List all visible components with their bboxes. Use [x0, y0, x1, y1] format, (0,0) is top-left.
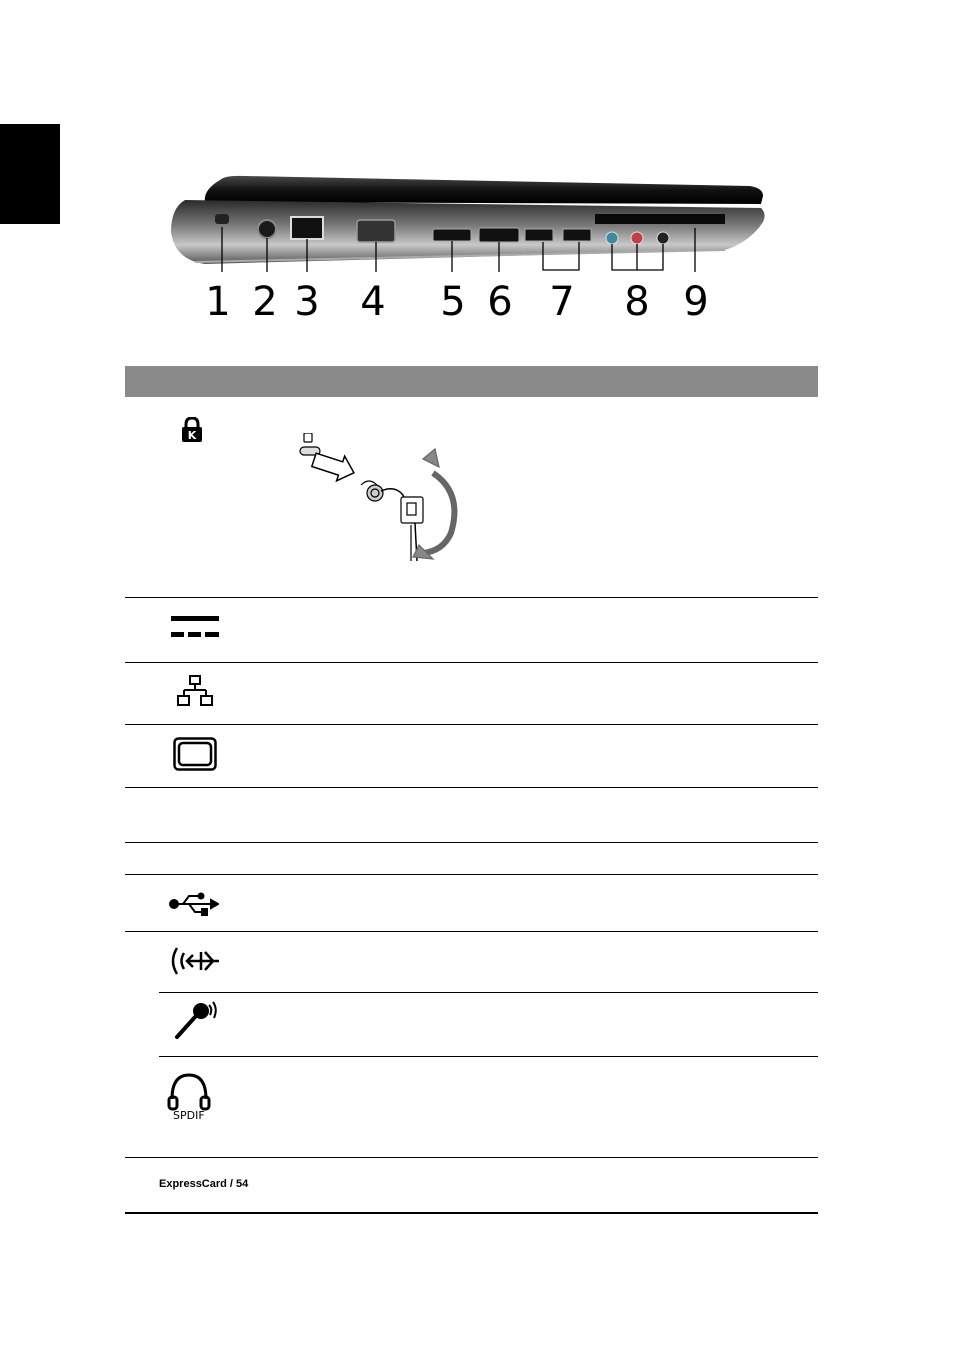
- callout-4: 4: [360, 279, 386, 325]
- jack-line-in: [606, 232, 618, 244]
- table-row-usb: [125, 874, 818, 931]
- headphones-spdif-icon: [167, 1071, 211, 1111]
- jack-microphone: [631, 232, 643, 244]
- callout-1: 1: [205, 279, 231, 325]
- laptop-left-side-illustration: [165, 172, 770, 282]
- dc-in-icon: [171, 614, 219, 640]
- port-ethernet: [291, 217, 323, 239]
- expresscard-label: ExpressCard / 54: [159, 1177, 249, 1190]
- table-row-ethernet: [125, 662, 818, 724]
- port-dc-in: [258, 220, 276, 238]
- table-row-display: [125, 724, 818, 787]
- spdif-label: SPDIF: [173, 1108, 205, 1122]
- table-row-esata: [125, 842, 818, 874]
- callout-5: 5: [440, 279, 466, 325]
- table-row-expresscard: [125, 1157, 818, 1213]
- port-esata-usb: [479, 228, 519, 242]
- port-hdmi: [433, 229, 471, 241]
- svg-text:K: K: [187, 428, 197, 442]
- table-row-hdmi: [125, 787, 818, 842]
- kensington-lock-icon: [181, 417, 203, 443]
- ports-table: [125, 366, 818, 1214]
- table-header-row: [125, 366, 818, 396]
- port-usb-a: [525, 229, 553, 241]
- callout-9: 9: [683, 279, 709, 325]
- callout-2: 2: [252, 279, 278, 325]
- table-row-kensington: [125, 396, 818, 597]
- monitor-icon: [173, 737, 217, 771]
- slot-expresscard: [595, 214, 725, 224]
- table-row-line-in: [125, 931, 818, 992]
- callout-8: 8: [624, 279, 650, 325]
- callout-6: 6: [487, 279, 513, 325]
- chapter-side-tab: [0, 124, 60, 224]
- table-row-headphones: [125, 1056, 818, 1157]
- kensington-lock-diagram: [283, 433, 483, 563]
- jack-headphone: [657, 232, 669, 244]
- ethernet-icon: [176, 675, 214, 707]
- table-row-microphone: [125, 992, 818, 1056]
- microphone-icon: [173, 1001, 217, 1041]
- usb-icon: [169, 891, 219, 917]
- table-row-dc-in: [125, 597, 818, 662]
- line-in-icon: [169, 944, 223, 978]
- callout-7: 7: [549, 279, 575, 325]
- port-vga: [357, 220, 395, 242]
- callout-3: 3: [294, 279, 320, 325]
- port-usb-b: [563, 229, 591, 241]
- port-kensington: [215, 214, 229, 224]
- callout-numbers: [0, 280, 954, 330]
